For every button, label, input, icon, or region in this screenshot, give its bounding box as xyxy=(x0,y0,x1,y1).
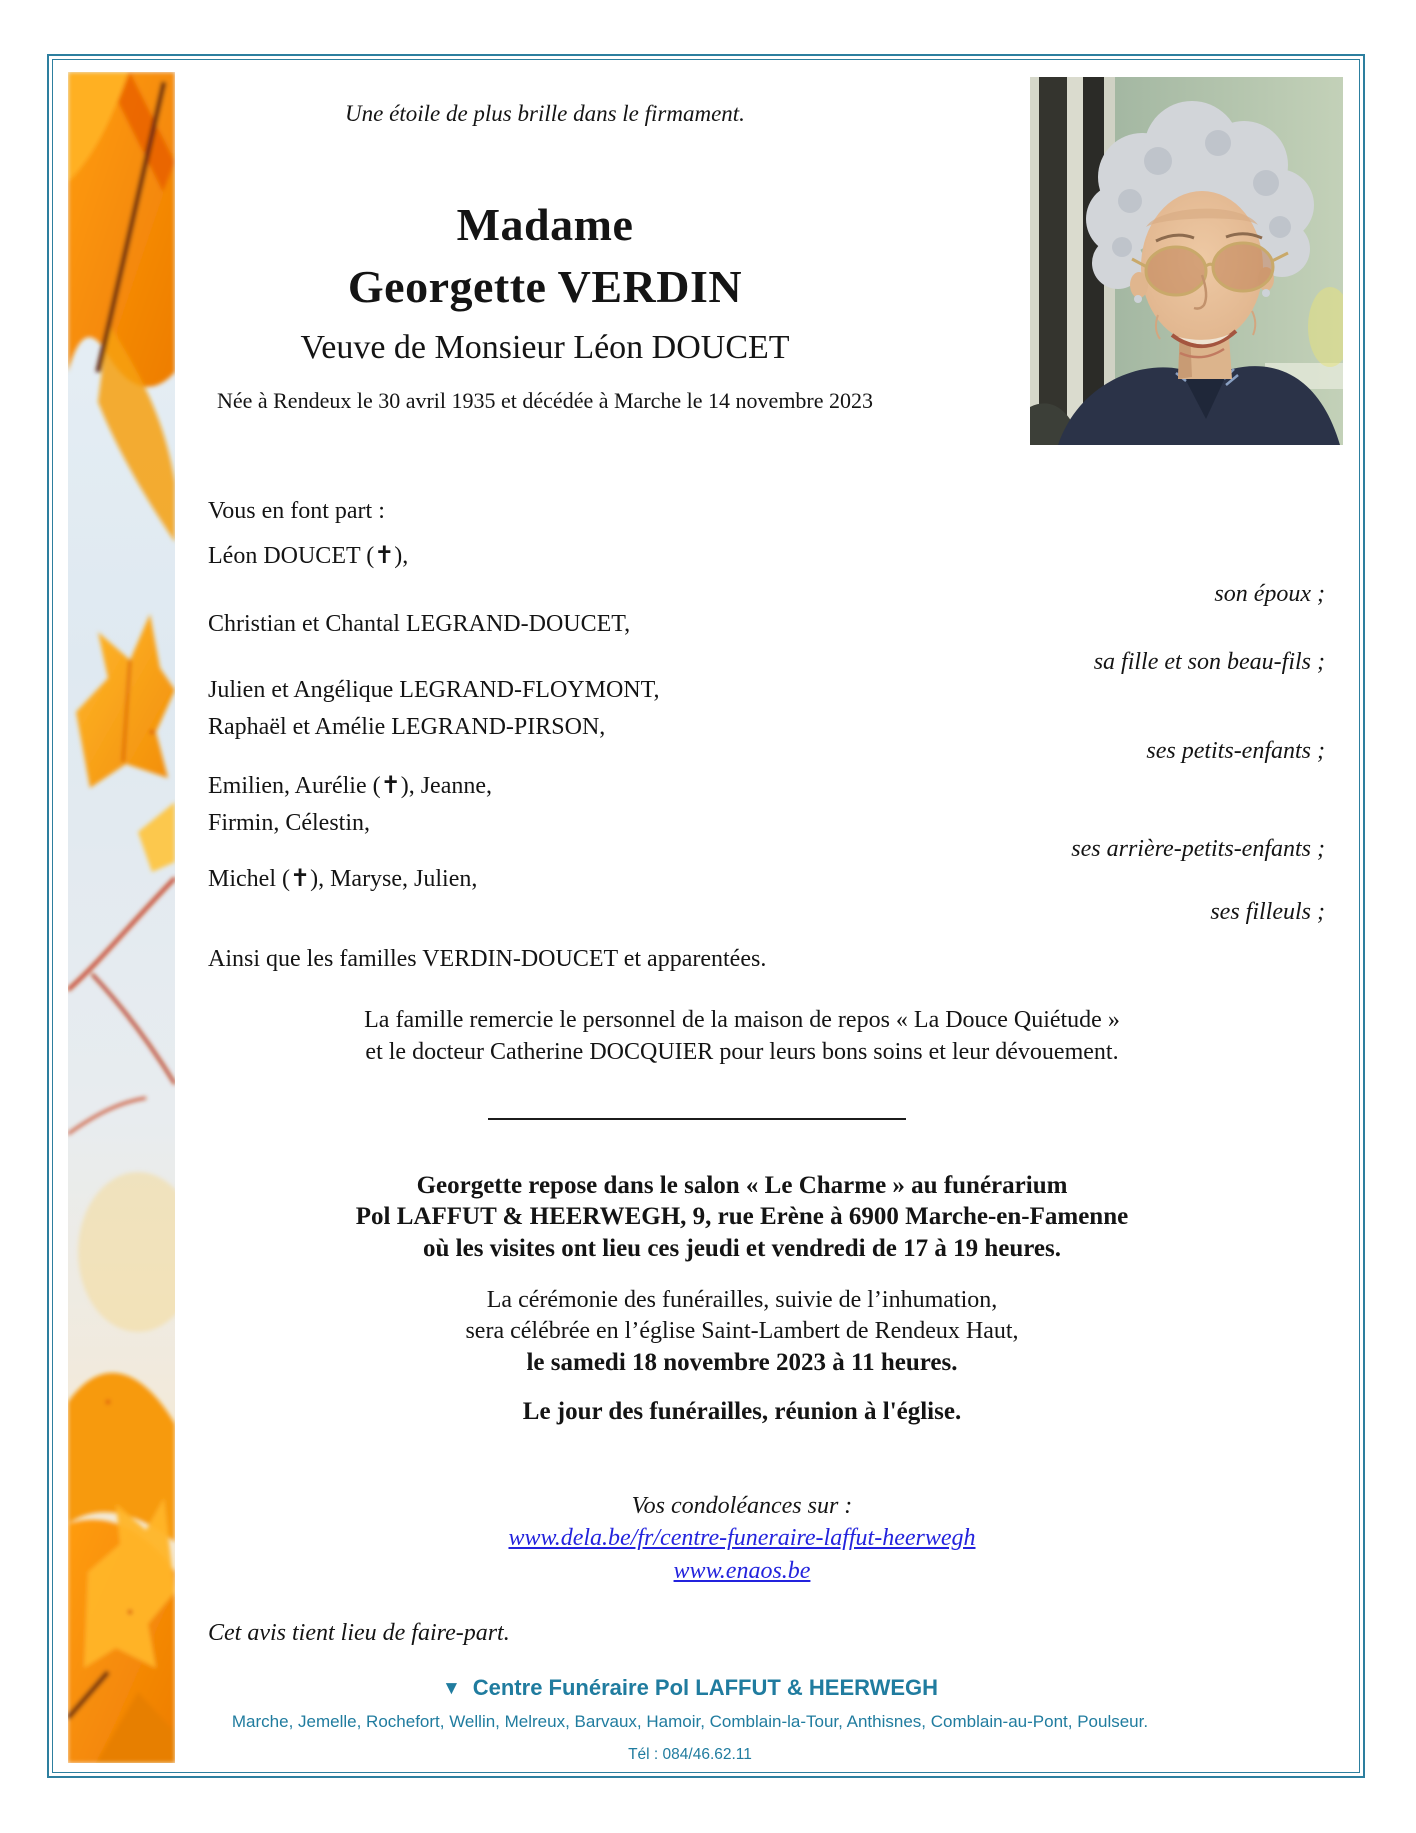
families-line: Ainsi que les familles VERDIN-DOUCET et apparentées. xyxy=(208,946,767,972)
thanks-line: La famille remercie le personnel de la maison de repos « La Douce Quiétude » xyxy=(364,1007,1120,1033)
relation-label: sa fille et son beau-fils ; xyxy=(1093,649,1325,675)
deceased-name: Georgette VERDIN xyxy=(347,261,743,312)
relation-label: ses filleuls ; xyxy=(1210,899,1325,925)
separator-line xyxy=(488,1118,906,1120)
family-names: Léon DOUCET (✝), xyxy=(208,543,409,569)
portrait-art xyxy=(1030,77,1343,445)
family-names: Raphaël et Amélie LEGRAND-PIRSON, xyxy=(208,714,606,740)
condolences-label: Vos condoléances sur : xyxy=(631,1493,853,1519)
autumn-leaves-photo xyxy=(68,72,175,1763)
funeral-home-heading xyxy=(55,1675,1325,1701)
title-madame: Madame xyxy=(456,199,634,250)
relation-label: ses petits-enfants ; xyxy=(1146,738,1325,764)
repose-line: où les visites ont lieu ces jeudi et vendredi de 17 à 19 heures. xyxy=(423,1235,1061,1262)
autumn-leaves-art xyxy=(68,72,175,1763)
funeral-date-line: le samedi 18 novembre 2023 à 11 heures. xyxy=(526,1349,958,1376)
announcement-intro: Vous en font part : xyxy=(208,498,385,524)
condolences-link-dela[interactable]: www.dela.be/fr/centre-funeraire-laffut-heerwegh xyxy=(508,1525,976,1551)
funeral-line: sera célébrée en l’église Saint-Lambert de Rendeux Haut, xyxy=(465,1318,1019,1344)
funeral-home-name: Centre Funéraire Pol LAFFUT & HEERWEGH xyxy=(472,1675,939,1700)
family-names: Christian et Chantal LEGRAND-DOUCET, xyxy=(208,611,631,637)
funeral-line: La cérémonie des funérailles, suivie de l’inhumation, xyxy=(486,1287,998,1313)
funeral-home-phone: Tél : 084/46.62.11 xyxy=(628,1746,752,1763)
down-triangle-icon: ▼ xyxy=(441,1678,461,1699)
condolences-link-wrap xyxy=(180,1524,1304,1552)
life-dates-line: Née à Rendeux le 30 avril 1935 et décédée à Marche le 14 novembre 2023 xyxy=(216,388,874,413)
family-names: Julien et Angélique LEGRAND-FLOYMONT, xyxy=(208,677,660,703)
repose-line: Georgette repose dans le salon « Le Charme » au funérarium xyxy=(416,1172,1068,1199)
widow-line: Veuve de Monsieur Léon DOUCET xyxy=(300,329,790,366)
family-names: Firmin, Célestin, xyxy=(208,810,370,836)
family-names: Michel (✝), Maryse, Julien, xyxy=(208,866,478,892)
deceased-portrait-photo xyxy=(1030,77,1343,445)
notice-line: Cet avis tient lieu de faire-part. xyxy=(208,1620,510,1646)
epigraph: Une étoile de plus brille dans le firmament. xyxy=(345,101,745,126)
relation-label: ses arrière-petits-enfants ; xyxy=(1071,836,1325,862)
thanks-line: et le docteur Catherine DOCQUIER pour leurs bons soins et leur dévouement. xyxy=(365,1039,1119,1065)
meeting-line: Le jour des funérailles, réunion à l'église. xyxy=(522,1398,962,1425)
repose-line: Pol LAFFUT & HEERWEGH, 9, rue Erène à 6900 Marche-en-Famenne xyxy=(355,1203,1129,1230)
condolences-link-enaos[interactable]: www.enaos.be xyxy=(673,1558,811,1584)
condolences-link-wrap xyxy=(180,1557,1304,1585)
relation-label: son époux ; xyxy=(1214,581,1325,607)
family-names: Emilien, Aurélie (✝), Jeanne, xyxy=(208,773,493,799)
funeral-home-locations: Marche, Jemelle, Rochefort, Wellin, Melreux, Barvaux, Hamoir, Comblain-la-Tour, Anthisnes, Comblain-au-Pont, Poulseur. xyxy=(231,1712,1149,1731)
